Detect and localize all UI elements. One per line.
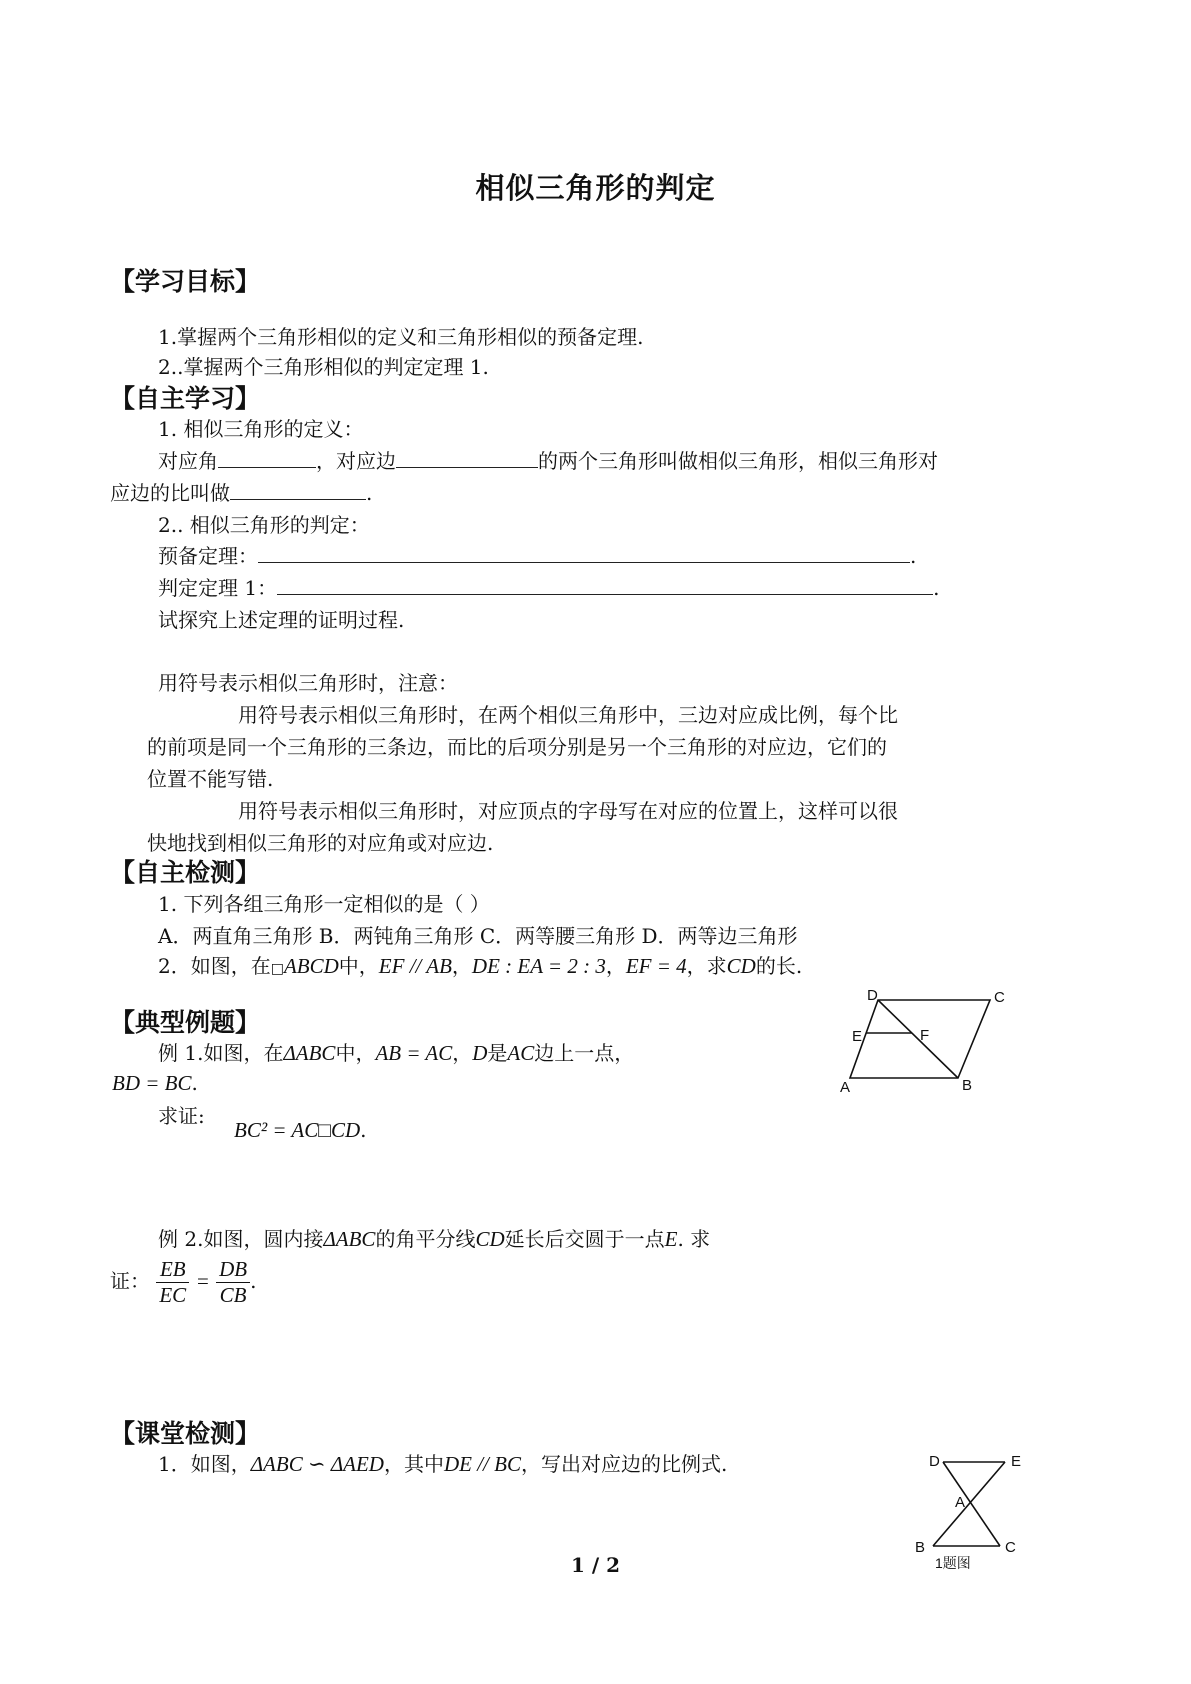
text: 1．如图， <box>158 1452 251 1476</box>
text: ， <box>605 954 626 978</box>
parallelogram-symbol: □ <box>270 961 284 977</box>
text: 证： <box>110 1269 150 1293</box>
math: ABCD <box>283 954 339 978</box>
text: ， <box>451 954 472 978</box>
fraction-db-cb <box>216 1257 250 1308</box>
preliminary-theorem-line <box>158 540 916 569</box>
text: 延长后交圆于一点 <box>504 1227 665 1251</box>
theorem-1-line <box>158 572 939 601</box>
definition-line-1 <box>158 445 938 474</box>
check-question-1: 1. 下列各组三角形一定相似的是（ ） <box>158 892 490 916</box>
math: E <box>664 1227 678 1251</box>
text: 边上一点， <box>534 1041 635 1065</box>
figure-caption: 1题图 <box>935 1555 971 1571</box>
line-end: . <box>910 544 917 568</box>
figure-label-F: F <box>920 1027 930 1044</box>
figure-label-B: B <box>915 1539 926 1556</box>
goal-2: 2..掌握两个三角形相似的判定定理 1. <box>158 355 489 379</box>
text: 例 2.如图，圆内接 <box>158 1227 324 1251</box>
section-heading-examples: 【典型例题】 <box>110 1008 261 1037</box>
text: ，其中 <box>383 1452 444 1476</box>
section-heading-self-study: 【自主学习】 <box>110 384 261 413</box>
equals-sign: = <box>195 1269 210 1293</box>
text: 的角平分线 <box>375 1227 476 1251</box>
text: 2．如图，在 <box>158 954 271 978</box>
note-1-line-3: 位置不能写错. <box>147 767 274 791</box>
text: . <box>191 1071 198 1095</box>
figure-label-D: D <box>867 987 878 1004</box>
text: . <box>360 1118 367 1142</box>
note-title: 用符号表示相似三角形时，注意： <box>158 671 458 695</box>
denominator: CB <box>219 1283 247 1307</box>
similar-triangles-figure <box>905 1448 1035 1571</box>
answer-blank[interactable] <box>230 481 366 500</box>
definition-text: . <box>366 481 373 505</box>
goal-1: 1.掌握两个三角形相似的定义和三角形相似的预备定理. <box>158 325 644 349</box>
figure-label-C: C <box>1005 1539 1016 1556</box>
answer-blank[interactable] <box>258 544 910 563</box>
example-2-line-2 <box>110 1257 256 1308</box>
math: ΔABC <box>283 1041 336 1065</box>
math: DE // BC <box>443 1452 521 1476</box>
math: DE : EA = 2 : 3 <box>471 954 606 978</box>
section-heading-self-check: 【自主检测】 <box>110 858 261 887</box>
check-question-2 <box>158 950 802 979</box>
text: ，求 <box>686 954 727 978</box>
preliminary-theorem-label: 预备定理： <box>158 544 258 568</box>
note-2-line-1: 用符号表示相似三角形时，对应顶点的字母写在对应的位置上，这样可以很 <box>238 799 898 823</box>
note-1-line-2: 的前项是同一个三角形的三条边，而比的后项分别是另一个三角形的对应边，它们的 <box>147 735 887 759</box>
text: 例 1.如图，在 <box>158 1041 284 1065</box>
note-1-line-1: 用符号表示相似三角形时，在两个相似三角形中，三边对应成比例，每个比 <box>238 703 898 727</box>
definition-text: ，对应边 <box>316 449 396 473</box>
fraction-eb-ec <box>156 1257 189 1308</box>
text: 中， <box>335 1041 376 1065</box>
math: CD <box>726 954 756 978</box>
check-question-1-options: A．两直角三角形 B．两钝角三角形 C．两等腰三角形 D．两等边三角形 <box>158 924 798 948</box>
math: ΔABC ∽ ΔAED <box>250 1452 384 1476</box>
figure-label-E: E <box>1011 1453 1022 1470</box>
definition-text: 应边的比叫做 <box>110 481 230 505</box>
page-title: 相似三角形的判定 <box>475 171 716 205</box>
example-1-formula <box>234 1118 366 1143</box>
definition-text: 对应角 <box>158 449 218 473</box>
math: D <box>472 1041 488 1065</box>
text: 的长. <box>755 954 803 978</box>
math: AB = AC <box>375 1041 453 1065</box>
class-check-question-1 <box>158 1448 727 1477</box>
figure-label-E: E <box>852 1028 863 1045</box>
figure-label-A: A <box>840 1079 851 1096</box>
figure-label-C: C <box>994 989 1005 1006</box>
definition-line-2 <box>110 477 372 506</box>
note-2-line-2: 快地找到相似三角形的对应角或对应边. <box>147 831 494 855</box>
parallelogram-figure <box>840 987 1005 1096</box>
math: BD = BC <box>112 1071 192 1095</box>
numerator: EB <box>156 1257 189 1283</box>
math: CD <box>475 1227 505 1251</box>
text: ， <box>452 1041 473 1065</box>
study-question-1: 1. 相似三角形的定义： <box>158 417 364 441</box>
example-1-line-2 <box>112 1071 198 1096</box>
math: ΔABC <box>323 1227 376 1251</box>
study-question-2: 2.. 相似三角形的判定： <box>158 513 370 537</box>
section-heading-goals: 【学习目标】 <box>110 267 261 296</box>
example-1-line-1 <box>158 1037 634 1066</box>
page-number: 1 / 2 <box>570 1553 621 1577</box>
text: 是 <box>487 1041 508 1065</box>
figure-label-A: A <box>955 1494 966 1511</box>
text: . 求 <box>677 1227 711 1251</box>
numerator: DB <box>216 1257 250 1283</box>
denominator: EC <box>159 1283 187 1307</box>
text: ，写出对应边的比例式. <box>520 1452 728 1476</box>
section-heading-class-check: 【课堂检测】 <box>110 1419 261 1448</box>
explore-proof: 试探究上述定理的证明过程. <box>158 608 405 632</box>
example-2-line-1 <box>158 1223 710 1252</box>
text: 中， <box>338 954 379 978</box>
math: EF = 4 <box>625 954 687 978</box>
example-1-prove-label: 求证: <box>158 1104 205 1128</box>
math: AC <box>507 1041 535 1065</box>
math: BC² = AC□CD <box>234 1118 361 1142</box>
figure-label-B: B <box>962 1077 973 1094</box>
answer-blank[interactable] <box>277 576 933 595</box>
answer-blank[interactable] <box>396 449 538 468</box>
figure-label-D: D <box>929 1453 940 1470</box>
answer-blank[interactable] <box>218 449 316 468</box>
line-end: . <box>933 576 940 600</box>
math: EF // AB <box>378 954 452 978</box>
definition-text: 的两个三角形叫做相似三角形，相似三角形对 <box>538 449 938 473</box>
theorem-1-label: 判定定理 1： <box>158 576 278 600</box>
text: . <box>250 1269 257 1293</box>
